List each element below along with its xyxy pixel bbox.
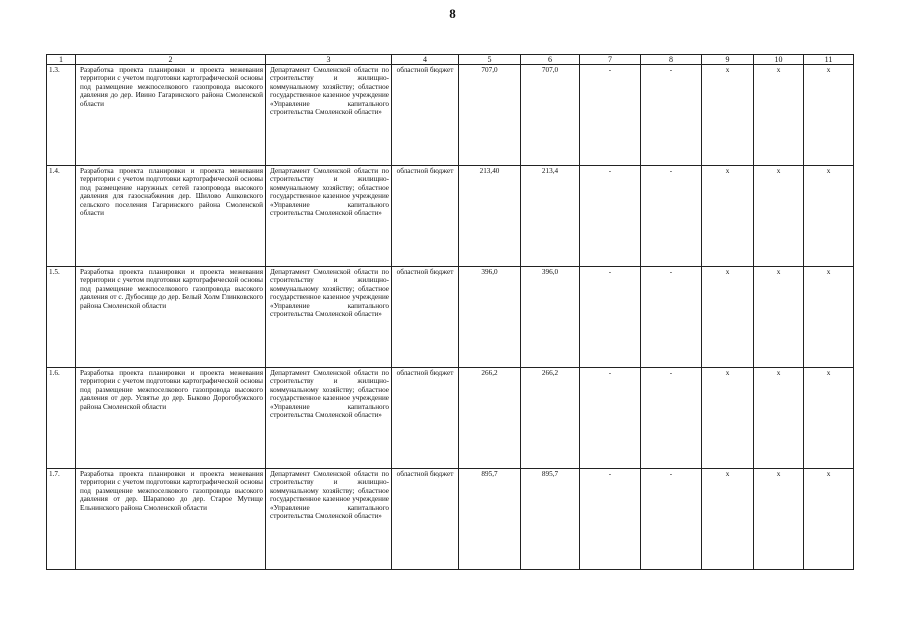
activity-name: Разработка проекта планировки и проекта межевания территории с учетом подготовки картографической основы под размещение межпоселкового газопровода высокого давления от с. Дубосище до дер. Белый Холм Глинковского района Смоленской области xyxy=(76,267,266,368)
value-col5: 213,40 xyxy=(459,166,521,267)
value-col7: - xyxy=(580,368,641,469)
value-col9: х xyxy=(702,267,754,368)
activity-name: Разработка проекта планировки и проекта межевания территории с учетом подготовки картографической основы под размещение межпоселкового газопровода высокого давления от дер. Усвятье до дер. Быково Дорогобужского района Смоленской области xyxy=(76,368,266,469)
program-table xyxy=(46,54,854,570)
column-header: 10 xyxy=(754,55,804,65)
funding-source: областной бюджет xyxy=(392,65,459,166)
activity-name: Разработка проекта планировки и проекта межевания территории с учетом подготовки картографической основы под размещение межпоселкового газопровода высокого давления до дер. Ивино Гагаринского района Смоленской области xyxy=(76,65,266,166)
value-col6: 266,2 xyxy=(521,368,580,469)
executor-cell: Департамент Смоленской области по строительству и жилищно-коммунальному хозяйству; областное государственное казенное учреждение «Управление капитального строительства Смоленской области» xyxy=(266,267,392,368)
table-row xyxy=(47,469,854,570)
funding-source: областной бюджет xyxy=(392,267,459,368)
value-col5: 707,0 xyxy=(459,65,521,166)
value-col8: - xyxy=(641,469,702,570)
column-number-row xyxy=(47,55,854,65)
funding-source: областной бюджет xyxy=(392,368,459,469)
funding-source: областной бюджет xyxy=(392,166,459,267)
value-col8: - xyxy=(641,65,702,166)
column-header: 6 xyxy=(521,55,580,65)
value-col6: 895,7 xyxy=(521,469,580,570)
column-header: 9 xyxy=(702,55,754,65)
column-header: 1 xyxy=(47,55,76,65)
row-number: 1.6. xyxy=(47,368,76,469)
value-col9: х xyxy=(702,65,754,166)
funding-source: областной бюджет xyxy=(392,469,459,570)
value-col6: 213,4 xyxy=(521,166,580,267)
activity-name: Разработка проекта планировки и проекта межевания территории с учетом подготовки картографической основы под размещение наружных сетей газопровода высокого давления для газоснабжения дер. Шилово Ашковского сельского поселения Гагаринского района Смоленской области xyxy=(76,166,266,267)
executor-cell: Департамент Смоленской области по строительству и жилищно-коммунальному хозяйству; областное государственное казенное учреждение «Управление капитального строительства Смоленской области» xyxy=(266,368,392,469)
activity-name: Разработка проекта планировки и проекта межевания территории с учетом подготовки картографической основы под размещение межпоселкового газопровода высокого давления от дер. Шарапово до дер. Старое Мутище Ельнинского района Смоленской области xyxy=(76,469,266,570)
value-col8: - xyxy=(641,368,702,469)
column-header: 3 xyxy=(266,55,392,65)
value-col7: - xyxy=(580,166,641,267)
value-col7: - xyxy=(580,469,641,570)
row-number: 1.5. xyxy=(47,267,76,368)
value-col11: х xyxy=(804,469,854,570)
table-row xyxy=(47,65,854,166)
row-number: 1.3. xyxy=(47,65,76,166)
value-col5: 895,7 xyxy=(459,469,521,570)
value-col6: 396,0 xyxy=(521,267,580,368)
value-col9: х xyxy=(702,368,754,469)
value-col10: х xyxy=(754,469,804,570)
column-header: 11 xyxy=(804,55,854,65)
row-number: 1.4. xyxy=(47,166,76,267)
column-header: 7 xyxy=(580,55,641,65)
row-number: 1.7. xyxy=(47,469,76,570)
column-header: 8 xyxy=(641,55,702,65)
value-col10: х xyxy=(754,368,804,469)
value-col9: х xyxy=(702,469,754,570)
value-col11: х xyxy=(804,65,854,166)
page-number: 8 xyxy=(449,6,456,21)
executor-cell: Департамент Смоленской области по строительству и жилищно-коммунальному хозяйству; областное государственное казенное учреждение «Управление капитального строительства Смоленской области» xyxy=(266,166,392,267)
table-row xyxy=(47,267,854,368)
value-col5: 266,2 xyxy=(459,368,521,469)
value-col11: х xyxy=(804,267,854,368)
column-header: 5 xyxy=(459,55,521,65)
value-col7: - xyxy=(580,267,641,368)
value-col10: х xyxy=(754,267,804,368)
value-col11: х xyxy=(804,368,854,469)
executor-cell: Департамент Смоленской области по строительству и жилищно-коммунальному хозяйству; областное государственное казенное учреждение «Управление капитального строительства Смоленской области» xyxy=(266,65,392,166)
value-col6: 707,0 xyxy=(521,65,580,166)
value-col10: х xyxy=(754,166,804,267)
value-col11: х xyxy=(804,166,854,267)
column-header: 2 xyxy=(76,55,266,65)
value-col7: - xyxy=(580,65,641,166)
column-header: 4 xyxy=(392,55,459,65)
value-col9: х xyxy=(702,166,754,267)
value-col8: - xyxy=(641,166,702,267)
executor-cell: Департамент Смоленской области по строительству и жилищно-коммунальному хозяйству; областное государственное казенное учреждение «Управление капитального строительства Смоленской области» xyxy=(266,469,392,570)
table-header xyxy=(47,55,854,65)
table-row xyxy=(47,368,854,469)
value-col5: 396,0 xyxy=(459,267,521,368)
value-col8: - xyxy=(641,267,702,368)
table-row xyxy=(47,166,854,267)
value-col10: х xyxy=(754,65,804,166)
